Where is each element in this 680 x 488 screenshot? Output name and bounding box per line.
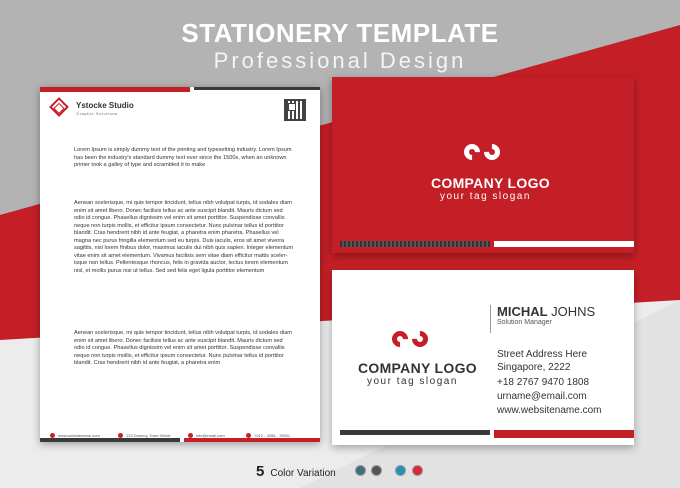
card-stripe-red [494,430,634,438]
email-address: urname@email.com [497,391,587,402]
card-stripe-dark [340,430,490,435]
variation-text: Color Variation [270,468,336,479]
page-title: STATIONERY TEMPLATE [181,18,499,48]
footer-web: www.websitename.com [58,433,100,438]
brand-name: Ystocke Studio [76,101,134,110]
business-card-back [332,270,634,445]
company-logo-text: COMPANY LOGO [358,360,477,376]
footer-email: info@email.com [196,433,225,438]
swatch-blue[interactable] [395,465,406,476]
company-tagline: your tag slogan [440,191,531,202]
street-address: Street Address Here [497,349,588,360]
person-role: Solution Manager [497,319,552,326]
brand-subtitle: Graphic Solutions [76,111,118,116]
letter-paragraph-1: Lorem Ipsum is simply dummy text of the printing and typesetting industry. Lorem Ipsum has been the industry's standard dummy text ever since the 1500s, when an unknown printer took a galley of type and scrambled it to make [74,147,292,168]
footer-address: 123 Dummy, Town Street [126,433,171,438]
card-stripe-dark [340,241,490,247]
phone-number: +18 2767 9470 1808 [497,377,590,388]
letterhead-bottom-stripe-dark [40,438,180,442]
letter-paragraph-3: Aenean scelerisque, mi quis tempor tincidunt, tellus nibh volutpat turpis, id sodales diam enim sit amet libero. Donec facilisis tellus ac ante suscipit blandit. Mauris dictum sed odio id congue. Phasellus dignissim vel enim sit amet porttitor. Suspendisse convallis neque non turpis mollis, et efficitur ipsum consectetur. Nunc pulvinar tellus id porttitor blandit. Cras hendrerit nibh id ante feugiat, a pharetra enim [74,330,292,366]
variation-count: 5 [256,463,265,480]
company-logo-text: COMPANY LOGO [431,175,550,191]
letterhead [40,87,320,442]
qr-code-icon [284,99,306,121]
brand-logo-icon [49,97,69,117]
website: www.websitename.com [497,405,602,416]
infinity-icon [462,141,506,165]
letterhead-top-stripe [40,87,190,92]
swatch-teal[interactable] [355,465,366,476]
person-last-name: JOHNS [551,304,596,319]
person-first-name: MICHAL [497,304,548,319]
letter-paragraph-2: Aenean scelerisque, mi quis tempor tincidunt, tellus nibh volutpat turpis, id sodales diam enim sit amet libero. Donec facilisis tellus ac ante suscipit blandit. Mauris dictum sed odio id congue. Phasellus dignissim vel enim sit amet porttitor. Suspendisse convallis neque non turpis mollis, et efficitur ipsum consectetur. Nunc pulvinar tellus id porttitor blandit. Cras hendrerit nibh id ante feugiat, a pharetra enim pharetra. Phasellus vel magna nec purus fringilla elementum sed eu turpis. Duis iaculis, eros sit amet viverra sagittis, nisi lorem finibus dolor, maximus iaculis dui nibh quis sapien. Integer elementum vitae enim sit amet elementum. Vivamus facilisis sem vitae diam efficitur mattis sceler-isque non tellus. Pellentesque rhoncus, felis in gravida auctor, lectus lorem elementum nisl, et mollis purus nisi ut tellus. Sed sed felis eget ligula porttitor elementum [74,200,294,274]
business-card-front [332,77,634,253]
card-stripe-white [494,241,634,247]
footer-phone: +012 - 3456 - 78901 [254,433,291,438]
infinity-icon [390,328,434,352]
city-address: Singapore, 2222 [497,362,571,373]
page-subtitle: Professional Design [213,48,467,73]
swatch-grey[interactable] [371,465,382,476]
person-name [497,304,595,319]
company-tagline: your tag slogan [367,376,458,387]
letterhead-bottom-stripe-red [184,438,320,442]
name-divider [490,305,491,333]
swatch-red[interactable] [412,465,423,476]
letterhead-top-stripe-dark [194,87,320,90]
color-variation-label [256,463,336,480]
